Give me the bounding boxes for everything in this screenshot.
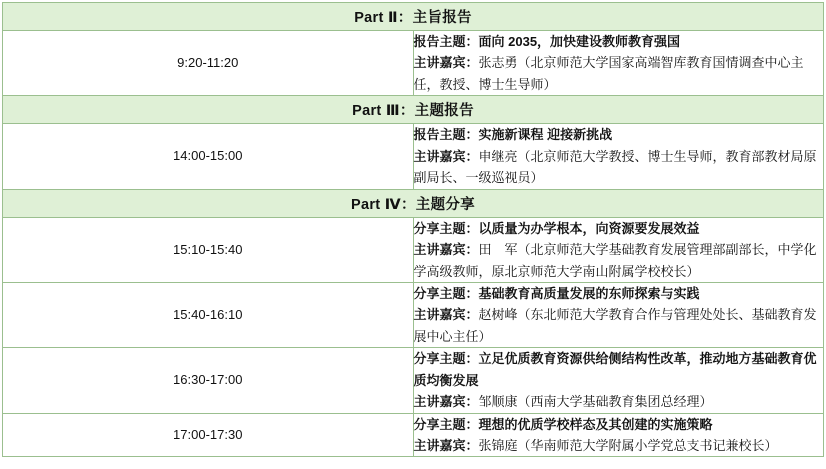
topic-text: 理想的优质学校样态及其创建的实施策略 [478, 416, 713, 432]
speaker-label: 主讲嘉宾： [413, 438, 479, 453]
section-header-row [3, 189, 824, 217]
section-header-part-4: Part Ⅳ：主题分享 [3, 189, 824, 217]
topic-label: 分享主题： [413, 220, 479, 236]
table-row [3, 124, 824, 189]
session-time: 17:00-17:30 [3, 413, 414, 457]
session-topic-line [414, 218, 824, 239]
session-topic-line [414, 414, 824, 435]
speaker-label: 主讲嘉宾： [413, 55, 479, 71]
session-detail [413, 348, 824, 413]
session-time: 15:40-16:10 [3, 282, 414, 347]
session-speaker-line [414, 146, 824, 189]
table-row [3, 282, 824, 347]
session-topic-line [414, 348, 824, 391]
session-detail [413, 217, 824, 282]
speaker-label: 主讲嘉宾： [413, 394, 479, 410]
speaker-text: 申继亮（北京师范大学教授、博士生导师，教育部教材局原副局长、一级巡视员） [413, 148, 817, 186]
session-topic-line [414, 31, 824, 52]
speaker-text: 张锦庭（华南师范大学附属小学党总支书记兼校长） [478, 438, 778, 453]
topic-label: 报告主题： [413, 127, 479, 143]
topic-label: 报告主题： [413, 34, 479, 49]
speaker-text: 邹顺康（西南大学基础教育集团总经理） [478, 394, 713, 410]
speaker-text: 田 军（北京师范大学基础教育发展管理部副部长，中学化学高级教师，原北京师范大学南山附属学校校长） [413, 242, 817, 279]
section-header-part-2: Part Ⅱ：主旨报告 [3, 3, 824, 31]
topic-label: 分享主题： [413, 416, 479, 432]
topic-label: 分享主题： [413, 351, 479, 367]
schedule-table [2, 2, 824, 457]
speaker-label: 主讲嘉宾： [413, 148, 479, 164]
session-speaker-line [414, 304, 824, 347]
section-header-row [3, 96, 824, 124]
session-speaker-line [414, 52, 824, 95]
session-time: 14:00-15:00 [3, 124, 414, 189]
section-header-row [3, 3, 824, 31]
session-topic-line [414, 124, 824, 145]
session-time: 16:30-17:00 [3, 348, 414, 413]
speaker-text: 张志勇（北京师范大学国家高端智库教育国情调查中心主任，教授、博士生导师） [413, 55, 804, 92]
session-detail [413, 124, 824, 189]
table-row [3, 348, 824, 413]
session-speaker-line [414, 391, 824, 412]
topic-text: 立足优质教育资源供给侧结构性改革，推动地方基础教育优质均衡发展 [413, 351, 817, 388]
session-detail [413, 31, 824, 96]
session-detail [413, 282, 824, 347]
session-speaker-line [414, 435, 824, 456]
session-time: 15:10-15:40 [3, 217, 414, 282]
topic-text: 实施新课程 迎接新挑战 [478, 127, 613, 143]
table-row [3, 31, 824, 96]
schedule-document [0, 2, 826, 469]
speaker-label: 主讲嘉宾： [413, 307, 479, 323]
topic-label: 分享主题： [413, 285, 479, 301]
table-row [3, 217, 824, 282]
topic-text: 面向 2035，加快建设教师教育强国 [478, 34, 681, 49]
session-time: 9:20-11:20 [3, 31, 414, 96]
table-row [3, 413, 824, 457]
topic-text: 基础教育高质量发展的东师探索与实践 [478, 285, 700, 301]
section-header-part-3: Part Ⅲ：主题报告 [3, 96, 824, 124]
speaker-label: 主讲嘉宾： [413, 242, 479, 258]
session-speaker-line [414, 239, 824, 282]
speaker-text: 赵树峰（东北师范大学教育合作与管理处处长、基础教育发展中心主任） [413, 307, 817, 344]
session-detail [413, 413, 824, 457]
topic-text: 以质量为办学根本，向资源要发展效益 [478, 220, 700, 236]
session-topic-line [414, 283, 824, 304]
